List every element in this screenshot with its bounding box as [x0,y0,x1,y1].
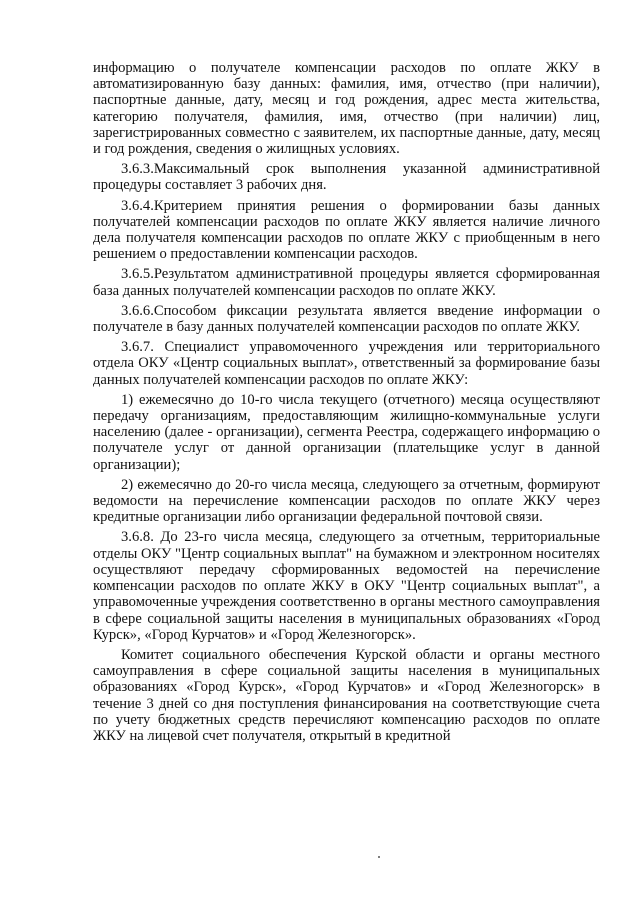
paragraph-3-6-8: 3.6.8. До 23-го числа месяца, следующего за отчетным, территориальные отделы ОКУ "Центр социальных выплат" на бумажном и электронном носителях осуществляют передачу сформированных ведомостей на перечисление компенсации расходов по оплате ЖКУ в ОКУ "Центр социальных выплат", а управомоченные учреждения соответственно в органы местного самоуправления в сфере социальной защиты населения в муниципальных образованиях «Город Курск», «Город Курчатов» и «Город Железногорск». [93,529,600,643]
paragraph-3-6-5: 3.6.5.Результатом административной процедуры является сформированная база данных получателей компенсации расходов по оплате ЖКУ. [93,266,600,299]
list-item-2: 2) ежемесячно до 20-го числа месяца, следующего за отчетным, формируют ведомости на перечисление компенсации расходов по оплате ЖКУ через кредитные организации либо организации федеральной почтовой связи. [93,476,600,526]
paragraph-3-6-4: 3.6.4.Критерием принятия решения о формировании базы данных получателей компенсации расходов по оплате ЖКУ является наличие личного дела получателя компенсации расходов по оплате ЖКУ с приобщенным в него решением о предоставлении компенсации расходов. [93,197,600,263]
scan-speck [378,856,380,858]
paragraph-3-6-7: 3.6.7. Специалист управомоченного учреждения или территориального отдела ОКУ «Центр социальных выплат», ответственный за формирование базы данных получателей компенсации расходов по оплате ЖКУ: [93,339,600,388]
paragraph-committee: Комитет социального обеспечения Курской области и органы местного самоуправления в сфере социальной защиты населения в муниципальных образованиях «Город Курск», «Город Курчатов» и «Город Железногорск» в течение 3 дней со дня поступления финансирования на соответствующие счета по учету бюджетных средств перечисляют компенсацию расходов по оплате ЖКУ на лицевой счет получателя, открытый в кредитной [93,646,600,744]
document-page [93,60,600,748]
list-item-1: 1) ежемесячно до 10-го числа текущего (отчетного) месяца осуществляют передачу организациям, предоставляющим жилищно-коммунальные услуги населению (далее - организации), сегмента Реестра, содержащего информацию о получателе услуг от данной организации (плательщике услуг в данной организации); [93,391,600,473]
paragraph-3-6-6: 3.6.6.Способом фиксации результата является введение информации о получателе в базу данных получателей компенсации расходов по оплате ЖКУ. [93,302,600,336]
paragraph-1: информацию о получателе компенсации расходов по оплате ЖКУ в автоматизированную базу данных: фамилия, имя, отчество (при наличии), паспортные данные, дату, месяц и год рождения, адрес места жительства, категорию получателя, фамилия, имя, отчество (при наличии) лиц, зарегистрированных совместно с заявителем, их паспортные данные, дату, месяц и год рождения, сведения о жилищных условиях. [93,60,600,158]
paragraph-3-6-3: 3.6.3.Максимальный срок выполнения указанной административной процедуры составляет 3 рабочих дня. [93,161,600,194]
